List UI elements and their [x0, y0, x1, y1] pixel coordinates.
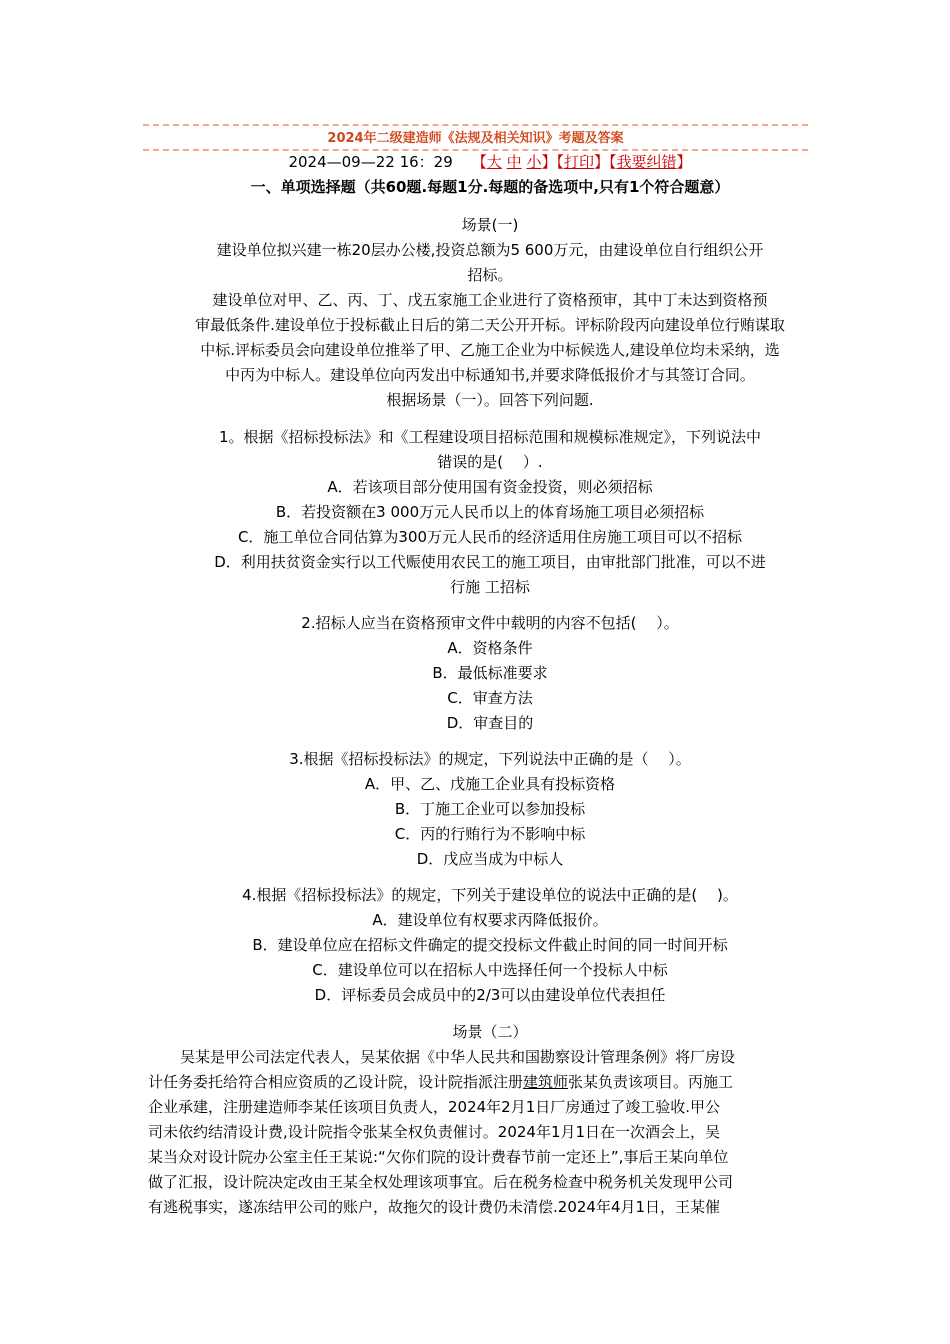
scene-2-text: 某当众对设计院办公室主任王某说:“欠你们院的设计费春节前一定还上”,事后王某向单位 — [148, 1148, 729, 1166]
question-1-option-a: A．若该项目部分使用国有资金投资，则必须招标 — [327, 478, 653, 496]
question-1-option-b: B．若投资额在3 000万元人民币以上的体育场施工项目必须招标 — [275, 503, 705, 521]
question-2-option-a: A．资格条件 — [447, 639, 533, 657]
scene-1-text: 审最低条件.建设单位于投标截止日后的第二天公开开标。评标阶段丙向建设单位行贿谋取 — [195, 316, 785, 334]
question-1-option-d: D．利用扶贫资金实行以工代赈使用农民工的施工项目，由审批部门批准，可以不进 — [214, 553, 766, 571]
question-4-stem: 4.根据《招标投标法》的规定，下列关于建设单位的说法中正确的是( )。 — [242, 886, 738, 904]
meta-bar: 2024—09—22 16：29 【大 中 小】【打印】【我要纠错】 — [288, 153, 692, 171]
report-error-link[interactable]: 我要纠错 — [616, 153, 677, 171]
question-1-option-d: 行施 工招标 — [450, 578, 530, 596]
scene-2-text: 司未依约结清设计费,设计院指令张某全权负责催讨。2024年1月1日在一次酒会上，吴 — [148, 1123, 721, 1141]
scene-1-text: 中丙为中标人。建设单位向丙发出中标通知书,并要求降低报价才与其签订合同。 — [225, 366, 755, 384]
print-link[interactable]: 打印 — [563, 153, 594, 171]
question-3-option-d: D．戊应当成为中标人 — [416, 850, 564, 868]
page-title: 2024年二级建造师《法规及相关知识》考题及答案 — [327, 131, 624, 146]
question-4-option-d: D．评标委员会成员中的2/3可以由建设单位代表担任 — [314, 986, 666, 1004]
font-size-medium-link[interactable]: 中 — [506, 153, 522, 171]
scene-2-title: 场景（二） — [452, 1023, 528, 1041]
question-3-option-b: B．丁施工企业可以参加投标 — [394, 800, 586, 818]
scene-1-text: 招标。 — [467, 266, 513, 284]
publish-datetime: 2024—09—22 16：29 — [288, 153, 453, 171]
scene-2-text: 做了汇报，设计院决定改由王某全权处理该项事宜。后在税务检查中税务机关发现甲公司 — [148, 1173, 734, 1191]
question-1-stem: 错误的是( ）. — [437, 453, 543, 471]
scene-1-text: 建设单位拟兴建一栋20层办公楼,投资总额为5 600万元，由建设单位自行组织公开 — [216, 241, 764, 259]
scene-2-text: 企业承建，注册建造师李某任该项目负责人，2024年2月1日厂房通过了竣工验收.甲公 — [148, 1098, 721, 1116]
font-size-large-link[interactable]: 大 — [486, 153, 502, 171]
scene-1-instruction: 根据场景（一）。回答下列问题. — [386, 391, 594, 409]
question-4-option-c: C．建设单位可以在招标人中选择任何一个投标人中标 — [312, 961, 668, 979]
architect-term: 建筑师 — [523, 1073, 569, 1091]
scene-2-text: 计任务委托给符合相应资质的乙设计院，设计院指派注册建筑师张某负责该项目。丙施工 — [148, 1073, 734, 1091]
question-3-option-c: C．丙的行贿行为不影响中标 — [394, 825, 586, 843]
scene-1-text: 建设单位对甲、乙、丙、丁、戊五家施工企业进行了资格预审，其中丁未达到资格预 — [212, 291, 768, 309]
question-1-stem: 1。根据《招标投标法》和《工程建设项目招标范围和规模标准规定》，下列说法中 — [218, 428, 762, 446]
question-2-option-c: C．审查方法 — [447, 689, 533, 707]
section-heading: 一、单项选择题（共60题.每题1分.每题的备选项中,只有1个符合题意） — [250, 178, 730, 196]
question-1-option-c: C．施工单位合同估算为300万元人民币的经济适用住房施工项目可以不招标 — [237, 528, 743, 546]
scene-2-text: 吴某是甲公司法定代表人，吴某依据《中华人民共和国勘察设计管理条例》将厂房设 — [180, 1048, 736, 1066]
scene-1-title: 场景(一) — [461, 216, 519, 234]
question-3-option-a: A．甲、乙、戊施工企业具有投标资格 — [364, 775, 616, 793]
scene-1-text: 中标.评标委员会向建设单位推举了甲、乙施工企业为中标候选人,建设单位均未采纳，选 — [200, 341, 780, 359]
font-size-small-link[interactable]: 小 — [526, 153, 542, 171]
scene-2-text: 有逃税事实，遂冻结甲公司的账户，故拖欠的设计费仍未清偿.2024年4月1日，王某催 — [148, 1198, 721, 1216]
question-3-stem: 3.根据《招标投标法》的规定，下列说法中正确的是（ ）。 — [289, 750, 691, 768]
top-dashed-divider — [143, 124, 808, 126]
question-2-option-b: B．最低标准要求 — [432, 664, 548, 682]
question-2-stem: 2.招标人应当在资格预审文件中载明的内容不包括( ）。 — [301, 614, 679, 632]
question-4-option-a: A．建设单位有权要求丙降低报价。 — [372, 911, 608, 929]
question-4-option-b: B．建设单位应在招标文件确定的提交投标文件截止时间的同一时间开标 — [252, 936, 728, 954]
question-2-option-d: D．审查目的 — [446, 714, 534, 732]
